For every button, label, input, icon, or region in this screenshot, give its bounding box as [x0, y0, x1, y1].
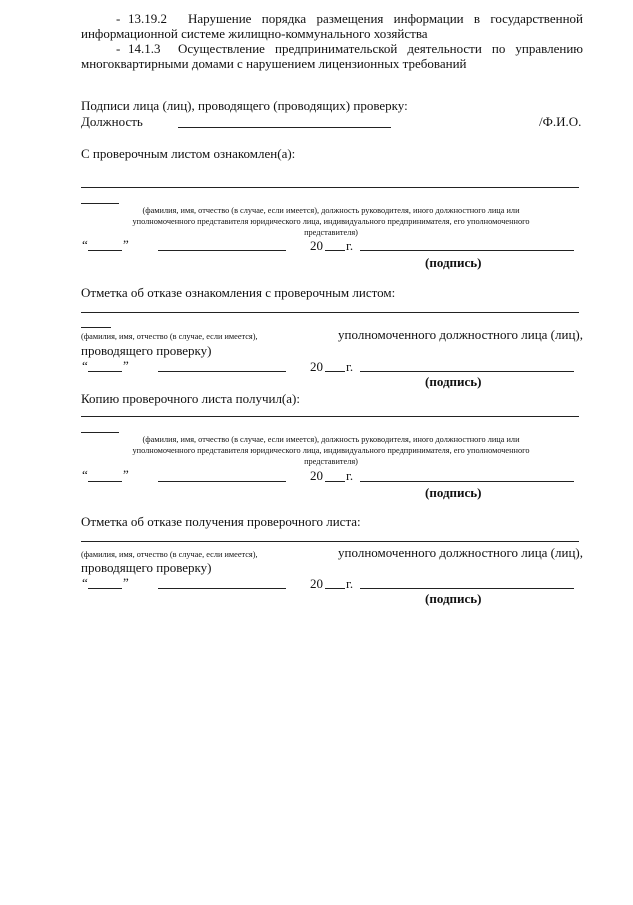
refusal-acquaint-signature-line[interactable] — [360, 371, 574, 372]
acquaint-signature-label: (подпись) — [425, 255, 482, 270]
acquaint-year-suffix: г. — [346, 238, 354, 253]
violation-1-line2: информационной системе жилищно-коммунального хозяйства — [81, 26, 428, 41]
refusal-receive-signature-line[interactable] — [360, 588, 574, 589]
refusal-acquaint-note-2: проводящего проверку) — [81, 343, 212, 358]
refusal-acquaint-year-line[interactable] — [325, 371, 345, 372]
refusal-acquaint-note-1 — [81, 327, 583, 343]
refusal-acquaint-month-line[interactable] — [158, 371, 286, 372]
copy-received-signature-label: (подпись) — [425, 485, 482, 500]
acquaint-note-1: (фамилия, имя, отчество (в случае, если имеется), должность руководителя, иного должностного лица или — [142, 206, 520, 215]
violation-1-code: 13.19.2 — [128, 11, 167, 26]
acquaint-year-prefix: 20 — [310, 238, 323, 253]
copy-received-note-2: уполномоченного представителя юридического лица, индивидуального предпринимателя, его уполномоченного — [132, 446, 530, 455]
acquaint-signature-line[interactable] — [360, 250, 574, 251]
refusal-receive-day-line[interactable] — [88, 588, 122, 589]
refusal-receive-note-big: уполномоченного должностного лица (лиц), — [338, 545, 583, 560]
refusal-acquaint-date-close-quote: ” — [123, 358, 129, 373]
violation-1-dash: - — [116, 11, 121, 26]
acquaint-fill-line-short — [81, 203, 119, 204]
refusal-acquaint-note-big: уполномоченного должностного лица (лиц), — [338, 327, 583, 342]
refusal-acquaint-signature-label: (подпись) — [425, 374, 482, 389]
violation-1-line1: Нарушение порядка размещения информации в государственной — [188, 11, 583, 26]
copy-received-day-line[interactable] — [88, 481, 122, 482]
refusal-receive-fill-line — [81, 541, 579, 542]
refusal-acquaint-year-suffix: г. — [346, 359, 354, 374]
refusal-acquaint-day-line[interactable] — [88, 371, 122, 372]
refusal-receive-note-2: проводящего проверку) — [81, 560, 212, 575]
refusal-receive-year-suffix: г. — [346, 576, 354, 591]
acquaint-note-3: представителя) — [304, 228, 358, 237]
copy-received-fill-line — [81, 416, 579, 417]
refusal-receive-title: Отметка об отказе получения проверочного листа: — [81, 514, 361, 529]
acquaint-title: С проверочным листом ознакомлен(а): — [81, 146, 296, 161]
acquaint-note-2: уполномоченного представителя юридического лица, индивидуального предпринимателя, его уполномоченного — [132, 217, 530, 226]
copy-received-note-1: (фамилия, имя, отчество (в случае, если имеется), должность руководителя, иного должностного лица или — [142, 435, 520, 444]
refusal-acquaint-fill-line — [81, 312, 579, 313]
copy-received-year-suffix: г. — [346, 468, 354, 483]
refusal-receive-signature-label: (подпись) — [425, 591, 482, 606]
refusal-receive-year-line[interactable] — [325, 588, 345, 589]
acquaint-year-line[interactable] — [325, 250, 345, 251]
violation-2-line1: Осуществление предпринимательской деятельности по управлению — [178, 41, 583, 56]
acquaint-month-line[interactable] — [158, 250, 286, 251]
copy-received-year-prefix: 20 — [310, 468, 323, 483]
signatures-title: Подписи лица (лиц), проводящего (проводящих) проверку: — [81, 98, 408, 113]
position-label: Должность — [81, 114, 143, 129]
copy-received-month-line[interactable] — [158, 481, 286, 482]
refusal-acquaint-title: Отметка об отказе ознакомления с проверочным листом: — [81, 285, 396, 300]
refusal-acquaint-note-small: (фамилия, имя, отчество (в случае, если имеется), — [81, 332, 258, 341]
copy-received-date-open-quote: “ — [82, 467, 88, 482]
acquaint-fill-line — [81, 187, 579, 188]
violation-2-code: 14.1.3 — [128, 41, 161, 56]
refusal-receive-date-open-quote: “ — [82, 575, 88, 590]
refusal-receive-date-close-quote: ” — [123, 575, 129, 590]
acquaint-day-line[interactable] — [88, 250, 122, 251]
copy-received-note-3: представителя) — [304, 457, 358, 466]
copy-received-date-close-quote: ” — [123, 467, 129, 482]
copy-received-year-line[interactable] — [325, 481, 345, 482]
refusal-receive-year-prefix: 20 — [310, 576, 323, 591]
copy-received-signature-line[interactable] — [360, 481, 574, 482]
acquaint-date-open-quote: “ — [82, 237, 88, 252]
acquaint-date-close-quote: ” — [123, 237, 129, 252]
refusal-receive-note-1 — [81, 545, 583, 561]
fio-label: /Ф.И.О. — [539, 114, 582, 129]
violation-2-line2: многоквартирными домами с нарушением лицензионных требований — [81, 56, 467, 71]
position-signature-line — [178, 127, 391, 128]
refusal-receive-month-line[interactable] — [158, 588, 286, 589]
violation-2-dash: - — [116, 41, 121, 56]
copy-received-fill-line-short — [81, 432, 119, 433]
refusal-acquaint-date-open-quote: “ — [82, 358, 88, 373]
refusal-receive-note-small: (фамилия, имя, отчество (в случае, если имеется), — [81, 550, 258, 559]
copy-received-title: Копию проверочного листа получил(а): — [81, 391, 300, 406]
refusal-acquaint-year-prefix: 20 — [310, 359, 323, 374]
